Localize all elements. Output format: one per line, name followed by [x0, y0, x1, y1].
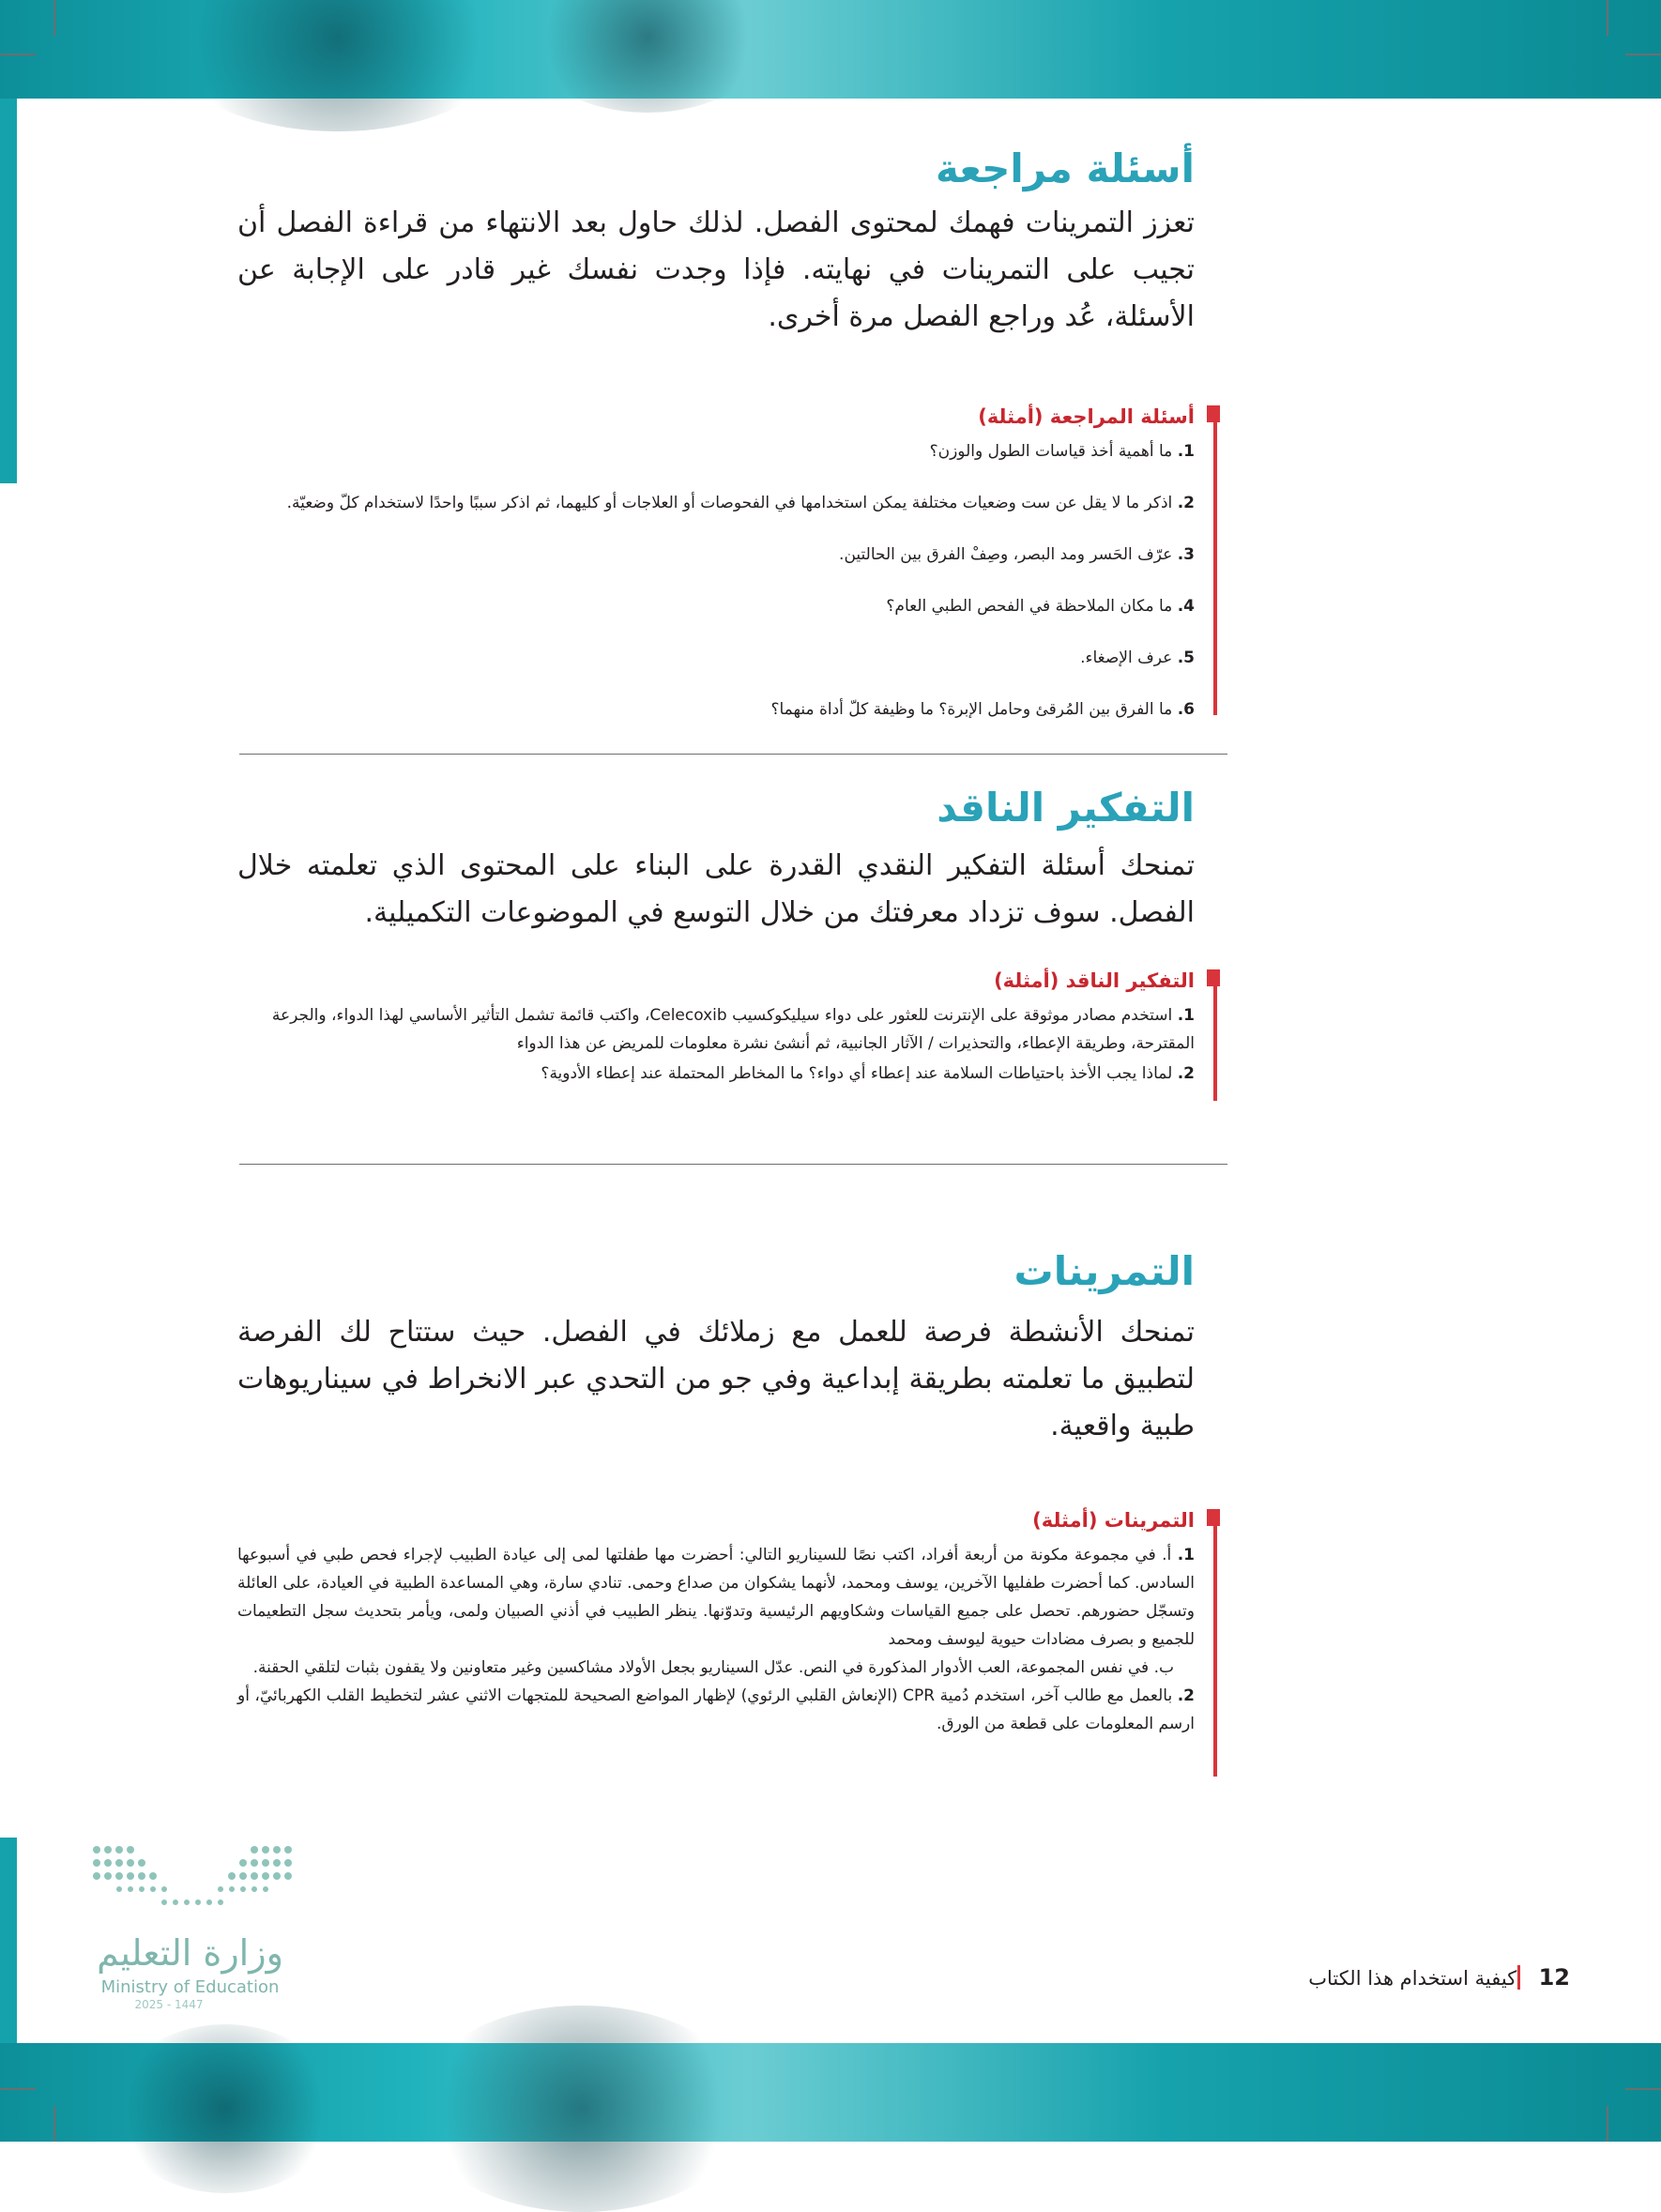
exercises-title: التمرينات	[1013, 1248, 1195, 1294]
crop-mark	[1625, 53, 1661, 55]
crop-mark	[53, 0, 55, 36]
question-item: 1. استخدم مصادر موثوقة على الإنترنت للعثور على دواء سيليكوكسيب Celecoxib، واكتب قائمة تشمل التأثير الأساسي لهذا الدواء، والجرعة المقترحة، وطريقة الإعطاء، والتحذيرات / الآثار الجانبية، ثم أنشئ نشرة معلومات للمريض عن هذا الدواء	[271, 1006, 1195, 1053]
question-item: 2. اذكر ما لا يقل عن ست وضعيات مختلفة يمكن استخدامها في الفحوصات أو العلاجات أو كليهما، ثم اذكر سببًا واحدًا لاستخدام كلّ وضعيّة.	[286, 494, 1195, 512]
crop-mark	[0, 2088, 36, 2090]
question-item: 2. لماذا يجب الأخذ باحتياطات السلامة عند إعطاء أي دواء؟ ما المخاطر المحتملة عند إعطاء الأدوية؟	[541, 1064, 1195, 1083]
question-item: 5. عرف الإصغاء.	[1080, 648, 1195, 667]
logo-english-text: Ministry of Education	[100, 1977, 280, 1997]
critical-title: التفكير الناقد	[937, 785, 1195, 831]
review-title: أسئلة مراجعة	[935, 145, 1195, 191]
exercise-item: ب. في نفس المجموعة، العب الأدوار المذكورة في النص. عدّل السيناريو بجعل الأولاد مشاكسين وغير متعاونين ولا يقفون بثبات لتلقي الحقنة.	[252, 1658, 1174, 1677]
question-item: 4. ما مكان الملاحظة في الفحص الطبي العام؟	[886, 597, 1195, 616]
box-accent-bar	[1213, 1509, 1217, 1777]
box-accent-square	[1207, 405, 1220, 422]
side-strip-top	[0, 99, 17, 483]
critical-box	[237, 969, 1195, 1088]
box-accent-square	[1207, 969, 1220, 986]
question-item: 3. عرّف الحَسر ومد البصر، وصِفْ الفرق بين الحالتين.	[839, 545, 1195, 564]
crop-mark	[1607, 2106, 1608, 2142]
side-strip-bottom	[0, 1838, 17, 2043]
exercises-intro: تمنحك الأنشطة فرصة للعمل مع زملائك في الفصل. حيث ستتاح لك الفرصة لتطبيق ما تعلمته بطريقة إبداعية وفي جو من التحدي عبر الانخراط في سيناريوهات طبية واقعية.	[237, 1316, 1195, 1442]
critical-box-title: التفكير الناقد (أمثلة)	[994, 969, 1195, 992]
logo-arabic-text: وزارة التعليم	[97, 1932, 283, 1974]
question-item: 1. ما أهمية أخذ قياسات الطول والوزن؟	[929, 442, 1195, 461]
top-banner	[0, 0, 1661, 99]
crop-mark	[53, 2106, 55, 2142]
box-accent-square	[1207, 1509, 1220, 1526]
box-accent-bar	[1213, 969, 1217, 1101]
review-intro: تعزز التمرينات فهمك لمحتوى الفصل. لذلك حاول بعد الانتهاء من قراءة الفصل أن تجيب على التمرينات في نهايته. فإذا وجدت نفسك غير قادر على الإجابة عن الأسئلة، عُد وراجع الفصل مرة أخرى.	[237, 206, 1195, 333]
section-divider	[239, 754, 1227, 755]
logo-dots-icon	[89, 1842, 296, 1913]
exercise-item: 2. بالعمل مع طالب آخر، استخدم دُمية CPR (الإنعاش القلبي الرئوي) لإظهار المواضع الصحيحة للمتجهات الاثني عشر لتخطيط القلب الكهربائيّ، أو ارسم المعلومات على قطعة من الورق.	[237, 1686, 1196, 1733]
exercises-box	[237, 1509, 1195, 1738]
review-box	[237, 405, 1195, 724]
page-number: 12	[1538, 1964, 1570, 1991]
box-accent-bar	[1213, 405, 1217, 715]
bottom-banner	[0, 2043, 1661, 2142]
crop-mark	[1625, 2088, 1661, 2090]
exercises-box-title: التمرينات (أمثلة)	[1032, 1509, 1195, 1532]
page-footer	[1308, 1964, 1570, 1991]
section-divider	[239, 1164, 1227, 1165]
review-box-title: أسئلة المراجعة (أمثلة)	[978, 405, 1195, 428]
crop-mark	[0, 53, 36, 55]
exercise-item: 1. أ. في مجموعة مكونة من أربعة أفراد، اكتب نصًا للسيناريو التالي: أحضرت مها طفلتها لمى إلى عيادة الطبيب لإجراء فحص طبي في أسبوعها السادس. كما أحضرت طفليها الآخرين، يوسف ومحمد، لأنهما يشكوان من صداع وحمى. تنادي سارة، وهي المساعدة الطبية في العيادة، على العائلة وتسجّل حضورهم. تحصل على جميع القياسات وشكاويهم الرئيسية وتدوّنها. ينظر الطبيب في أذني الصبيان ولمى، ويأمر بتحديث سجل التطعيمات للجميع و بصرف مضادات حيوية ليوسف ومحمد	[237, 1546, 1195, 1649]
logo-year: 2025 - 1447	[134, 1998, 204, 2011]
crop-mark	[1607, 0, 1608, 36]
critical-intro: تمنحك أسئلة التفكير النقدي القدرة على البناء على المحتوى الذي تعلمته خلال الفصل. سوف تزداد معرفتك من خلال التوسع في الموضوعات التكميلية.	[237, 849, 1195, 929]
running-title: كيفية استخدام هذا الكتاب	[1308, 1967, 1517, 1990]
question-item: 6. ما الفرق بين المُرقئ وحامل الإبرة؟ ما وظيفة كلّ أداة منهما؟	[770, 700, 1195, 719]
